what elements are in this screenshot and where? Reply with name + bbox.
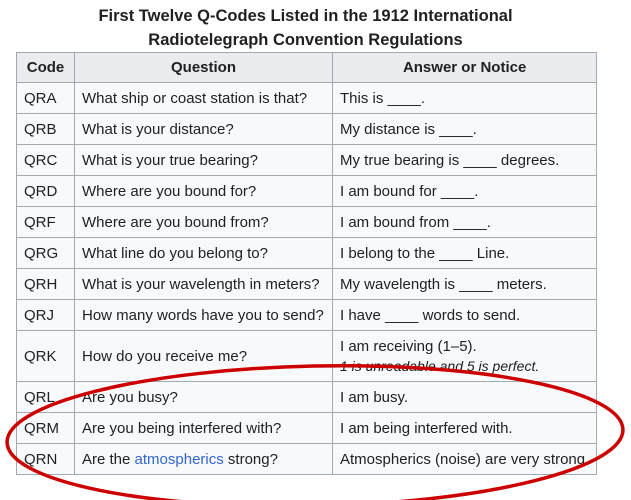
code-cell: QRH [17, 269, 75, 300]
code-cell: QRM [17, 413, 75, 444]
table-header-row [17, 53, 597, 83]
answer-cell: I belong to the ____ Line. [333, 238, 597, 269]
code-cell: QRK [17, 331, 75, 382]
code-cell: QRJ [17, 300, 75, 331]
table-row [17, 382, 597, 413]
answer-cell: My distance is ____. [333, 114, 597, 145]
answer-cell [333, 331, 597, 382]
caption-line-1: First Twelve Q-Codes Listed in the 1912 International [98, 7, 513, 25]
table-row [17, 444, 597, 475]
answer-cell: Atmospherics (noise) are very strong. [333, 444, 597, 475]
question-cell: What is your wavelength in meters? [75, 269, 333, 300]
answer-cell: This is ____. [333, 83, 597, 114]
question-cell: Where are you bound from? [75, 207, 333, 238]
table-row [17, 114, 597, 145]
code-cell: QRB [17, 114, 75, 145]
question-text-after: strong? [223, 450, 278, 468]
atmospherics-link[interactable]: atmospherics [134, 450, 224, 468]
code-cell: QRF [17, 207, 75, 238]
q-codes-table [16, 52, 597, 475]
answer-cell: I am busy. [333, 382, 597, 413]
table-row [17, 176, 597, 207]
column-header-code[interactable]: Code [17, 53, 75, 83]
question-cell: What line do you belong to? [75, 238, 333, 269]
answer-cell: My true bearing is ____ degrees. [333, 145, 597, 176]
table-row [17, 269, 597, 300]
table-row [17, 300, 597, 331]
question-text-before: Are the [82, 450, 135, 468]
question-cell: Where are you bound for? [75, 176, 333, 207]
question-cell: Are you busy? [75, 382, 333, 413]
column-header-answer[interactable]: Answer or Notice [333, 53, 597, 83]
question-cell: How do you receive me? [75, 331, 333, 382]
code-cell: QRD [17, 176, 75, 207]
question-cell: What is your distance? [75, 114, 333, 145]
table-row [17, 207, 597, 238]
code-cell: QRC [17, 145, 75, 176]
question-cell: How many words have you to send? [75, 300, 333, 331]
code-cell: QRL [17, 382, 75, 413]
answer-cell: I am bound from ____. [333, 207, 597, 238]
question-cell [75, 444, 333, 475]
column-header-question[interactable]: Question [75, 53, 333, 83]
answer-cell: I am being interfered with. [333, 413, 597, 444]
answer-cell: I have ____ words to send. [333, 300, 597, 331]
code-cell: QRA [17, 83, 75, 114]
question-cell: Are you being interfered with? [75, 413, 333, 444]
table-row [17, 145, 597, 176]
answer-text: I am receiving (1–5). [340, 338, 477, 355]
table-row [17, 331, 597, 382]
question-cell: What is your true bearing? [75, 145, 333, 176]
table-caption [0, 4, 611, 52]
caption-line-2: Radiotelegraph Convention Regulations [148, 31, 463, 49]
answer-note: 1 is unreadable and 5 is perfect. [340, 358, 540, 374]
code-cell: QRN [17, 444, 75, 475]
answer-cell: My wavelength is ____ meters. [333, 269, 597, 300]
question-cell: What ship or coast station is that? [75, 83, 333, 114]
table-row [17, 238, 597, 269]
table-row [17, 413, 597, 444]
answer-cell: I am bound for ____. [333, 176, 597, 207]
table-row [17, 83, 597, 114]
code-cell: QRG [17, 238, 75, 269]
